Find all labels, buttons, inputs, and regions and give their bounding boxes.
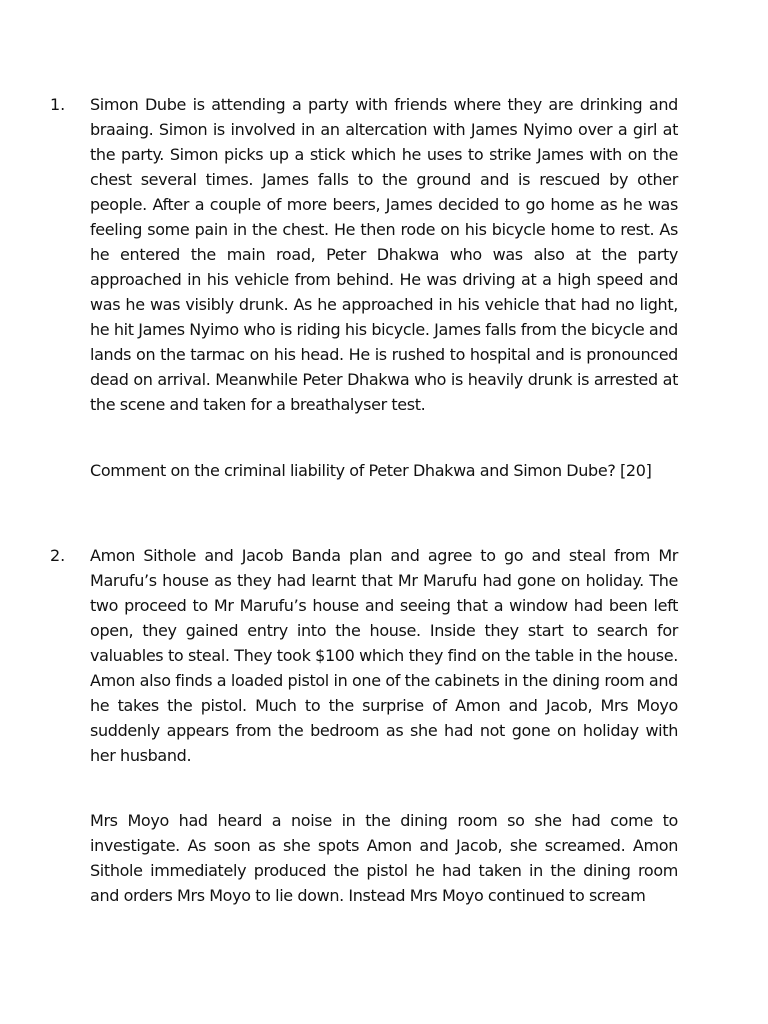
question-scenario-paragraph: Amon Sithole and Jacob Banda plan and agree to go and steal from Mr Marufu’s house as they had learnt that Mr Marufu had gone on holiday. The two proceed to Mr Marufu’s house and seeing that a window had been left open, they gained entry into the house. Inside they start to search for valuables to steal. They took $100 which they find on the table in the house. Amon also finds a loaded pistol in one of the cabinets in the dining room and he takes the pistol. Much to the surprise of Amon and Jacob, Mrs Moyo suddenly appears from the bedroom as she had not gone on holiday with her husband. — [90, 546, 678, 765]
question-number: 1. — [50, 95, 66, 114]
question-prompt-paragraph: Comment on the criminal liability of Peter Dhakwa and Simon Dube? [20] — [90, 461, 652, 480]
question-scenario-paragraph: Simon Dube is attending a party with friends where they are drinking and braaing. Simon is involved in an altercation with James Nyimo over a girl at the party. Simon picks up a stick which he uses to strike James with on the chest several times. James falls to the ground and is rescued by other people. After a couple of more beers, James decided to go home as he was feeling some pain in the chest. He then rode on his bicycle home to rest. As he entered the main road, Peter Dhakwa who was also at the party approached in his vehicle from behind. He was driving at a high speed and was he was visibly drunk. As he approached in his vehicle that had no light, he hit James Nyimo who is riding his bicycle. James falls from the bicycle and lands on the tarmac on his head. He is rushed to hospital and is pronounced dead on arrival. Meanwhile Peter Dhakwa who is heavily drunk is arrested at the scene and taken for a breathalyser test. — [90, 95, 678, 414]
question-number: 2. — [50, 546, 66, 565]
question-scenario-paragraph: Mrs Moyo had heard a noise in the dining room so she had come to investigate. As soon as she spots Amon and Jacob, she screamed. Amon Sithole immediately produced the pistol he had taken in the dining room and orders Mrs Moyo to lie down. Instead Mrs Moyo continued to scream — [90, 811, 678, 905]
